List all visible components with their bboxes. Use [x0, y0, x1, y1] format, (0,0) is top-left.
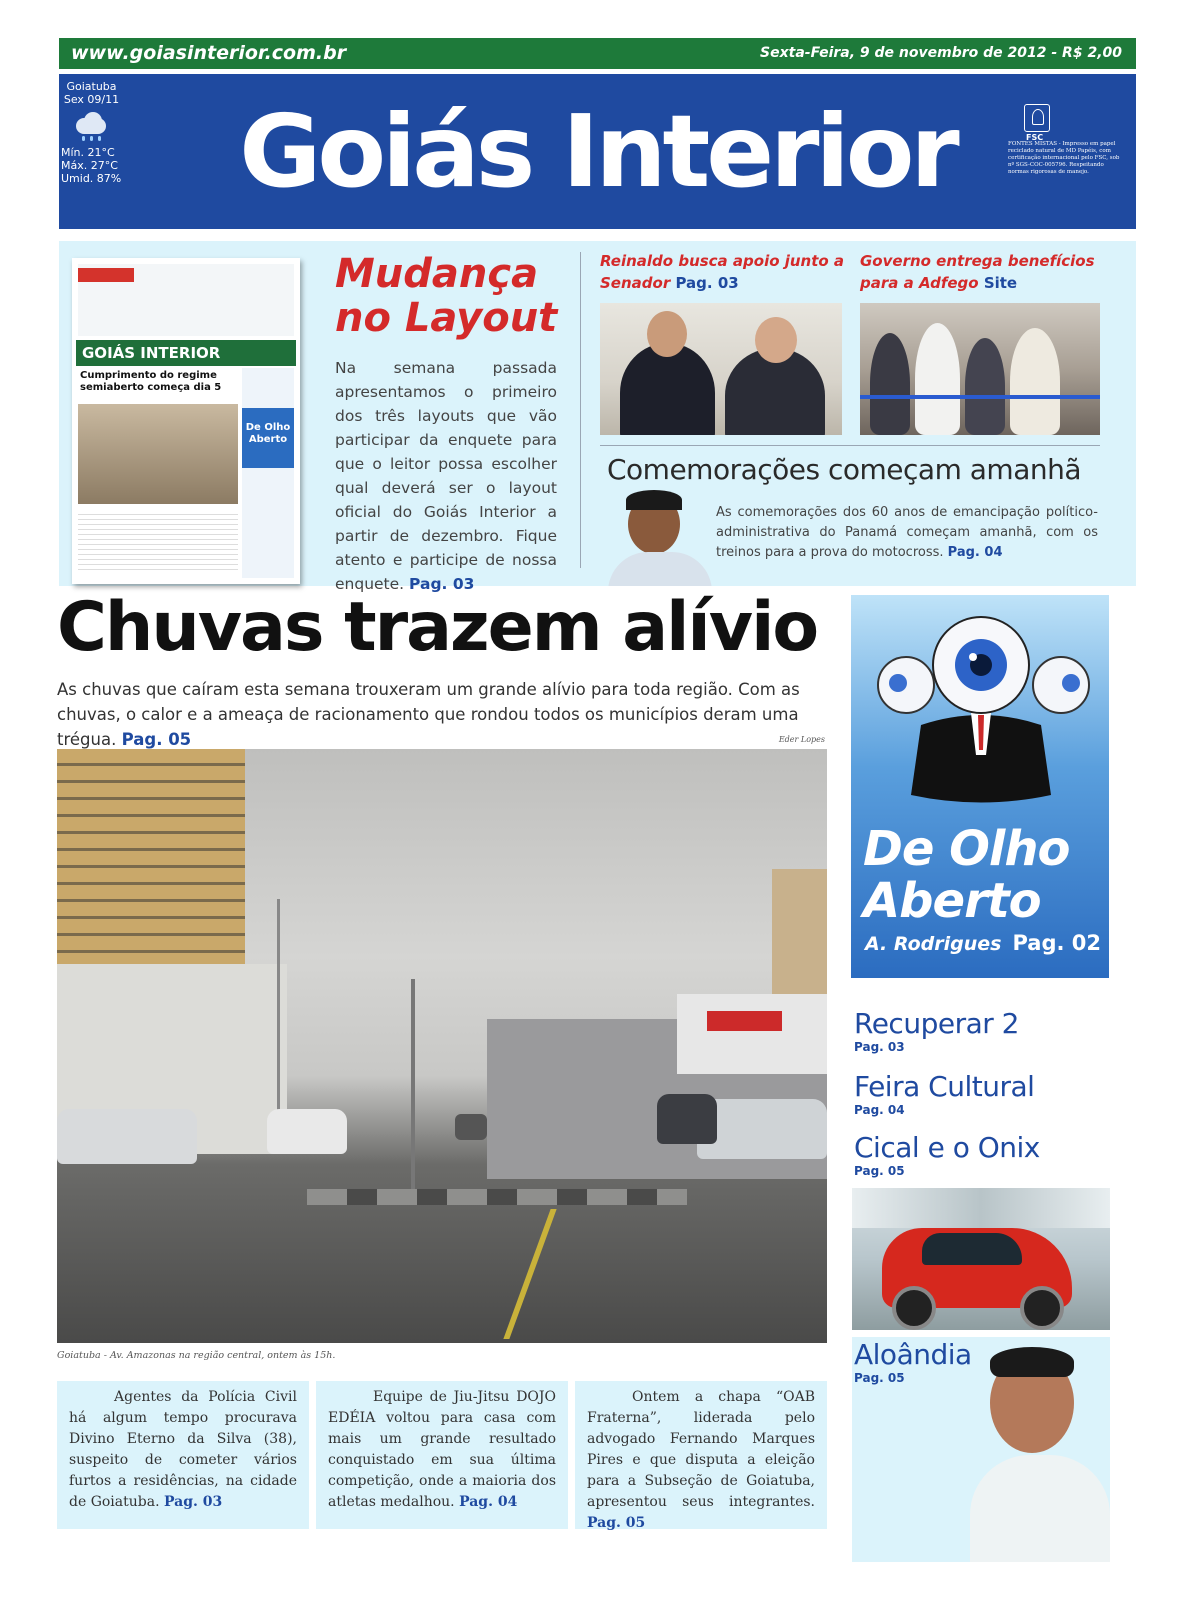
brief-jiujitsu[interactable] — [316, 1381, 568, 1529]
teaser-adfego-page[interactable]: Site — [983, 274, 1018, 292]
brief-oab[interactable] — [575, 1381, 827, 1529]
deolho-aberto-column[interactable] — [851, 595, 1109, 978]
layout-change-body: Na semana passada apresentamos o primeiro dos três layouts que vão participar da enquete para que o leitor possa escolher qual deverá ser o layout oficial do Goiás Interior a partir de dezembro. Fique atento e participe de nossa enquete. — [335, 359, 557, 593]
side-item-aloandia-title: Aloândia — [854, 1338, 972, 1371]
fsc-certification — [1008, 104, 1126, 176]
main-street-photo — [57, 749, 827, 1343]
main-headline[interactable]: Chuvas trazem alívio — [57, 588, 818, 667]
brief-oab-page[interactable]: Pag. 05 — [587, 1515, 646, 1531]
thumb-photo — [78, 404, 238, 504]
main-page-link[interactable]: Pag. 05 — [121, 730, 192, 749]
thumb-masthead: GOIÁS INTERIOR — [76, 340, 296, 366]
brief-jiujitsu-text: Equipe de Jiu-Jitsu DOJO EDÉIA voltou para casa com mais um grande resultado conquistado em sua última competição, onde a maioria dos atletas medalhou. — [328, 1389, 556, 1510]
teaser-reinaldo[interactable] — [600, 250, 845, 294]
side-item-feira-title: Feira Cultural — [854, 1070, 1035, 1103]
side-item-feira-page[interactable]: Pag. 04 — [854, 1103, 905, 1117]
teaser-reinaldo-page[interactable]: Pag. 03 — [675, 274, 739, 292]
edition-date: Sexta-Feira, 9 de novembro de 2012 - R$ 2,00 — [760, 45, 1122, 61]
brief-policia[interactable] — [57, 1381, 309, 1529]
main-photo-caption: Goiatuba - Av. Amazonas na região central, ontem às 15h. — [57, 1350, 336, 1361]
deolho-title-line2: Aberto — [863, 873, 1041, 929]
weather-humidity: Umid. 87% — [61, 172, 122, 185]
layout-change-title[interactable]: Mudança no Layout — [335, 251, 558, 341]
deolho-title — [863, 823, 1109, 927]
weather-city: Goiatuba — [66, 80, 117, 93]
side-item-recuperar[interactable] — [854, 1008, 1110, 1054]
teaser-divider — [600, 445, 1100, 446]
adfego-ceremony-photo — [860, 303, 1100, 435]
brief-policia-text: Agentes da Polícia Civil há algum tempo procurava Divino Eterno da Silva (38), suspeito de cometer vários furtos a residências, na cidade de Goiatuba. — [69, 1389, 297, 1510]
comemoracoes-title[interactable]: Comemorações começam amanhã — [607, 453, 1081, 486]
eyeball-mascot-icon — [851, 595, 1109, 825]
site-url-link[interactable]: www.goiasinterior.com.br — [71, 42, 347, 64]
photo-credit: Eder Lopes — [778, 735, 825, 744]
comemoracoes-text — [716, 503, 1098, 563]
comemoracoes-body: As comemorações dos 60 anos de emancipação político-administrativa do Panamá começam amanhã, com os treinos para a prova do motocross. — [716, 505, 1098, 560]
side-item-recuperar-title: Recuperar 2 — [854, 1007, 1019, 1040]
layout-change-page-link[interactable]: Pag. 03 — [409, 575, 475, 593]
thumb-deolho-box: De Olho Aberto — [242, 408, 294, 468]
deolho-author: A. Rodrigues — [865, 933, 1002, 955]
comemoracoes-portrait — [608, 490, 712, 586]
side-item-aloandia-page[interactable]: Pag. 05 — [854, 1371, 905, 1385]
layout-change-text — [335, 356, 557, 596]
brief-policia-page[interactable]: Pag. 03 — [164, 1494, 223, 1510]
teaser-adfego-headline: Governo entrega benefícios para a Adfego — [860, 252, 1095, 292]
thumb-headline: Cumprimento do regime semiaberto começa dia 5 — [80, 370, 222, 393]
side-item-feira[interactable] — [854, 1071, 1110, 1117]
main-lede-text: As chuvas que caíram esta semana trouxeram um grande alívio para toda região. Com as chuvas, o calor e a ameaça de racionamento que rondou todos os municípios deram uma trégua. — [57, 680, 800, 749]
weather-day: Sex 09/11 — [63, 93, 120, 106]
newspaper-title: Goiás Interior — [239, 93, 956, 210]
teaser-reinaldo-headline: Reinaldo busca apoio junto a Senador — [600, 252, 845, 292]
weather-max: Máx. 27°C — [61, 159, 118, 172]
side-item-cical-page[interactable]: Pag. 05 — [854, 1164, 905, 1178]
side-item-recuperar-page[interactable]: Pag. 03 — [854, 1040, 905, 1054]
thumb-sidebar — [242, 368, 294, 578]
top-bar — [59, 38, 1136, 69]
brief-oab-text: Ontem a chapa “OAB Fraterna”, liderada pelo advogado Fernando Marques Pires e que disputa a eleição para a Subseção de Goiatuba, apresentou seus integrantes. — [587, 1389, 815, 1510]
teaser-adfego[interactable] — [860, 250, 1105, 294]
fsc-note: FONTES MISTAS - Impresso em papel reciclado natural de MD Papéis, com certificação internacional pelo FSC, sob nº SGS-COC-005796. Respeitando normas rigorosas de manejo. — [1008, 141, 1120, 175]
onix-car-photo — [852, 1188, 1110, 1330]
deolho-page-link[interactable]: Pag. 02 — [1012, 931, 1101, 955]
weather-min: Mín. 21°C — [61, 146, 115, 159]
thumb-red-block — [78, 268, 134, 282]
previous-layout-thumbnail[interactable] — [72, 258, 300, 584]
masthead — [59, 74, 1136, 229]
brief-jiujitsu-page[interactable]: Pag. 04 — [459, 1494, 518, 1510]
thumb-text-lines — [78, 510, 238, 574]
deolho-title-line1: De Olho — [863, 821, 1070, 877]
aloandia-portrait — [970, 1345, 1110, 1562]
side-item-cical[interactable] — [854, 1132, 1110, 1178]
fsc-tree-icon — [1024, 104, 1050, 132]
side-item-cical-title: Cical e o Onix — [854, 1131, 1040, 1164]
aloandia-box[interactable] — [852, 1337, 1110, 1562]
comemoracoes-page-link[interactable]: Pag. 04 — [947, 545, 1003, 560]
fsc-label: FSC — [1026, 133, 1044, 142]
column-divider — [580, 252, 581, 568]
reinaldo-photo — [600, 303, 842, 435]
